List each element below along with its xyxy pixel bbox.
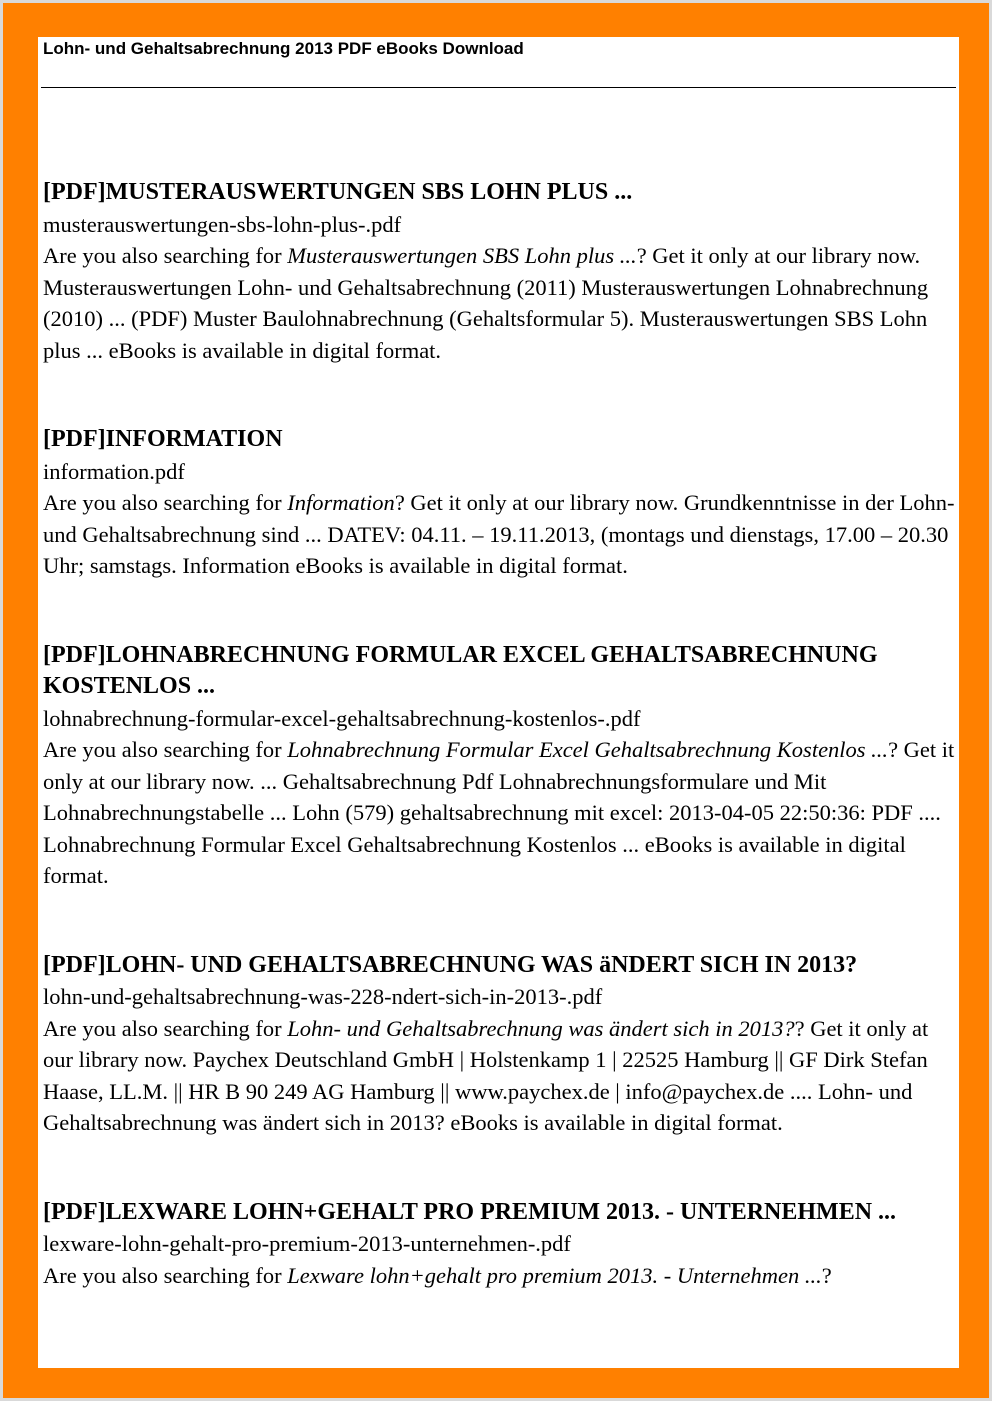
- desc-lead: Are you also searching for: [43, 1015, 288, 1041]
- entry-description: [43, 240, 955, 366]
- entry-filename: lohn-und-gehaltsabrechnung-was-228-ndert-sich-in-2013-.pdf: [43, 984, 603, 1009]
- desc-body: ? Get it only at our library now. Musterauswertungen Lohn- und Gehaltsabrechnung (2011) Musterauswertungen Lohnabrechnung (2010) ... (PDF) Muster Baulohnabrechnung (Gehaltsformular 5). Musterauswertungen SBS Lohn plus ... eBooks is available in digital format.: [43, 243, 929, 363]
- entry-title-link[interactable]: [PDF]INFORMATION: [43, 426, 283, 452]
- entry-description: [43, 734, 955, 892]
- desc-body: ?: [821, 1262, 832, 1288]
- desc-lead: Are you also searching for: [43, 243, 288, 268]
- entry-title-link[interactable]: [PDF]LOHN- UND GEHALTSABRECHNUNG WAS äNDERT SICH IN 2013?: [43, 951, 858, 978]
- entry-filename: musterauswertungen-sbs-lohn-plus-.pdf: [43, 211, 402, 237]
- entry-description: [43, 1013, 955, 1139]
- entry-title-link[interactable]: [PDF]LEXWARE LOHN+GEHALT PRO PREMIUM 2013. - UNTERNEHMEN ...: [43, 1198, 897, 1225]
- document-page: [38, 37, 959, 1368]
- ebook-entry: [43, 177, 955, 366]
- desc-query: Lohn- und Gehaltsabrechnung was ändert sich in 2013?: [287, 1015, 795, 1041]
- desc-query: Lohnabrechnung Formular Excel Gehaltsabrechnung Kostenlos ...: [287, 737, 889, 762]
- entry-title-link[interactable]: [PDF]LOHNABRECHNUNG FORMULAR EXCEL GEHALTSABRECHNUNG KOSTENLOS ...: [43, 641, 878, 699]
- desc-body: ? Get it only at our library now. ... Gehaltsabrechnung Pdf Lohnabrechnungsformulare und Mit Lohnabrechnungstabelle ... Lohn (579) gehaltsabrechnung mit excel: 2013-04-05 22:50:36: PDF .... Lohnabrechnung Formular Excel Gehaltsabrechnung Kostenlos ... eBooks is available in digital format.: [43, 737, 955, 888]
- desc-body: ? Get it only at our library now. Paychex Deutschland GmbH | Holstenkamp 1 | 22525 Hamburg || GF Dirk Stefan Haase, LL.M. || HR B 90 249 AG Hamburg || www.paychex.de | info@paychex.de .... Lohn- und Gehaltsabrechnung was ändert sich in 2013? eBooks is available in digital format.: [43, 1015, 929, 1135]
- desc-body: ? Get it only at our library now. Grundkenntnisse in der Lohn- und Gehaltsabrechnung sind ... DATEV: 04.11. – 19.11.2013, (montags und dienstags, 17.00 – 20.30 Uhr; samstags. Information eBooks is available in digital format.: [43, 490, 955, 578]
- desc-query: Lexware lohn+gehalt pro premium 2013. - Unternehmen ...: [287, 1262, 822, 1288]
- ebook-entry: [43, 1197, 955, 1292]
- entry-description: [43, 1260, 955, 1292]
- ebook-entry-list: [43, 177, 955, 1349]
- entry-filename: lohnabrechnung-formular-excel-gehaltsabrechnung-kostenlos-.pdf: [43, 705, 641, 731]
- entry-description: [43, 487, 955, 582]
- page-header-title: Lohn- und Gehaltsabrechnung 2013 PDF eBooks Download: [43, 39, 524, 58]
- header-divider: [41, 87, 956, 88]
- desc-lead: Are you also searching for: [43, 737, 288, 762]
- ebook-entry: [43, 424, 955, 582]
- ebook-entry: [43, 950, 955, 1139]
- entry-filename: lexware-lohn-gehalt-pro-premium-2013-unternehmen-.pdf: [43, 1231, 571, 1256]
- entry-filename: information.pdf: [43, 458, 185, 484]
- ebook-entry: [43, 640, 955, 892]
- desc-lead: Are you also searching for: [43, 1262, 288, 1288]
- desc-lead: Are you also searching for: [43, 490, 288, 515]
- desc-query: Musterauswertungen SBS Lohn plus ...: [287, 243, 637, 268]
- entry-title-link[interactable]: [PDF]MUSTERAUSWERTUNGEN SBS LOHN PLUS ...: [43, 179, 633, 205]
- desc-query: Information: [287, 490, 395, 515]
